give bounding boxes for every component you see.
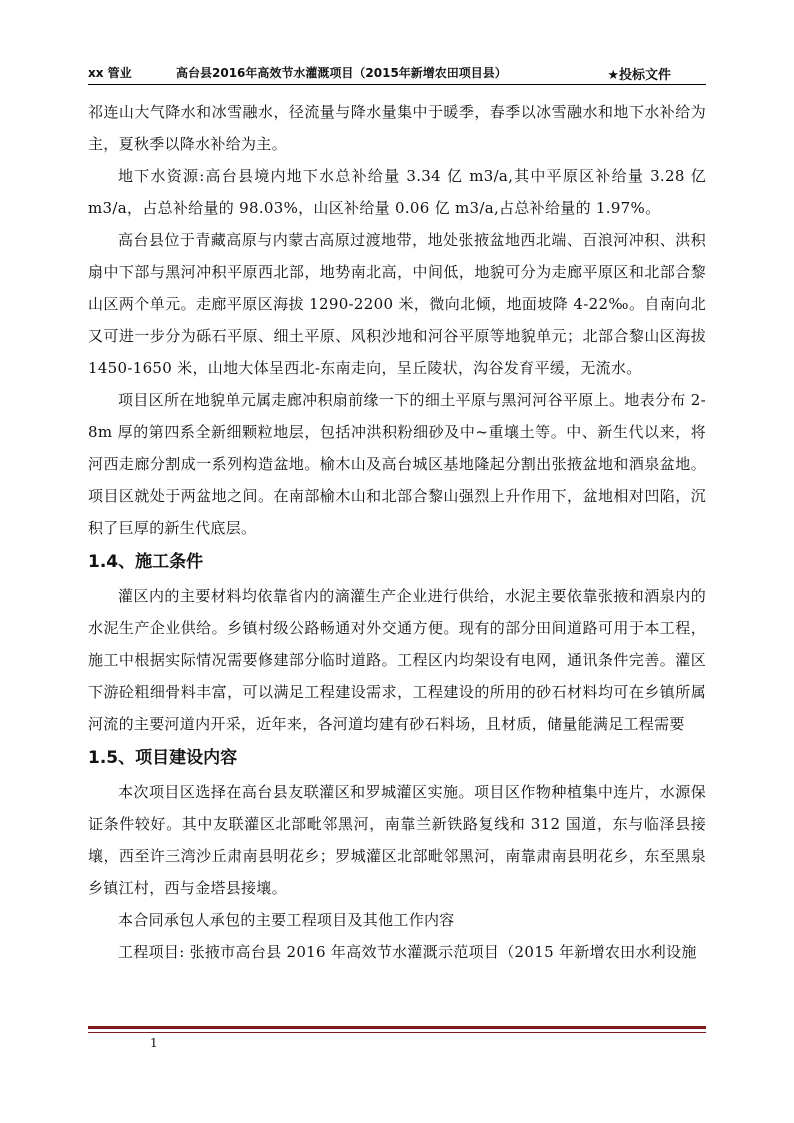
paragraph-project-item: 工程项目: 张掖市高台县 2016 年高效节水灌溉示范项目（2015 年新增农田水利设施: [118, 943, 697, 961]
page-header: [88, 62, 706, 82]
paragraph-groundwater: 地下水资源:高台县境内地下水总补给量 3.34 亿 m3/a,其中平原区补给量 3.28 亿 m3/a，占总补给量的 98.03%，山区补给量 0.06 亿 m3/a,占总补给量的 1.97%。: [88, 167, 706, 217]
page-number: 1: [150, 1036, 158, 1050]
header-company: xx 管业: [88, 66, 132, 80]
paragraph-geography: 高台县位于青藏高原与内蒙古高原过渡地带，地处张掖盆地西北端、百浪河冲积、洪积扇中下部与黑河冲积平原西北部，地势南北高，中间低，地貌可分为走廊平原区和北部合黎山区两个单元。走廊平原区海拔 1290-2200 米，微向北倾，地面坡降 4-22‰。自南向北又可进一步分为砾石平原、细土平原、风积沙地和河谷平原等地貌单元；北部合黎山区海拔 1450-1650 米，山地大体呈西北-东南走向，呈丘陵状，沟谷发育平缓，无流水。: [88, 231, 706, 377]
paragraph-contract-scope: 本合同承包人承包的主要工程项目及其他工作内容: [118, 911, 455, 929]
footer-rule-thick: [88, 1026, 706, 1029]
paragraph-project-area: 本次项目区选择在高台县友联灌区和罗城灌区实施。项目区作物种植集中连片，水源保证条件较好。其中友联灌区北部毗邻黑河，南靠兰新铁路复线和 312 国道，东与临泽县接壤，西至许三湾沙丘肃南县明花乡；罗城灌区北部毗邻黑河，南靠肃南县明花乡，东至黑泉乡镇江村，西与金塔县接壤。: [88, 783, 706, 897]
paragraph-construction-conditions: 灌区内的主要材料均依靠省内的滴灌生产企业进行供给，水泥主要依靠张掖和酒泉内的水泥生产企业供给。乡镇村级公路畅通对外交通方便。现有的部分田间道路可用于本工程，施工中根据实际情况需要修建部分临时道路。工程区内均架设有电网，通讯条件完善。灌区下游砼粗细骨料丰富，可以满足工程建设需求，工程建设的所用的砂石材料均可在乡镇所属河流的主要河道内开采，近年来，各河道均建有砂石料场，且材质，储量能满足工程需要: [88, 587, 706, 733]
paragraph-runoff: 祁连山大气降水和冰雪融水，径流量与降水量集中于暖季，春季以冰雪融水和地下水补给为主，夏秋季以降水补给为主。: [88, 103, 706, 153]
section-heading-construction-conditions: 1.4、施工条件: [88, 552, 204, 572]
header-document-type: ★投标文件: [607, 68, 671, 83]
footer-rule-thin: [88, 1032, 706, 1033]
document-body: [88, 96, 706, 968]
header-project-title: 高台县2016年高效节水灌溉项目（2015年新增农田项目县）: [176, 66, 507, 80]
section-heading-project-content: 1.5、项目建设内容: [88, 748, 238, 768]
paragraph-landform: 项目区所在地貌单元属走廊冲积扇前缘一下的细土平原与黑河河谷平原上。地表分布 2-8m 厚的第四系全新细颗粒地层，包括冲洪积粉细砂及中~重壤土等。中、新生代以来，将河西走廊分割成一系列构造盆地。榆木山及高台城区基地隆起分割出张掖盆地和酒泉盆地。项目区就处于两盆地之间。在南部榆木山和北部合黎山强烈上升作用下，盆地相对凹陷，沉积了巨厚的新生代底层。: [88, 391, 706, 537]
header-rule: [88, 84, 706, 85]
